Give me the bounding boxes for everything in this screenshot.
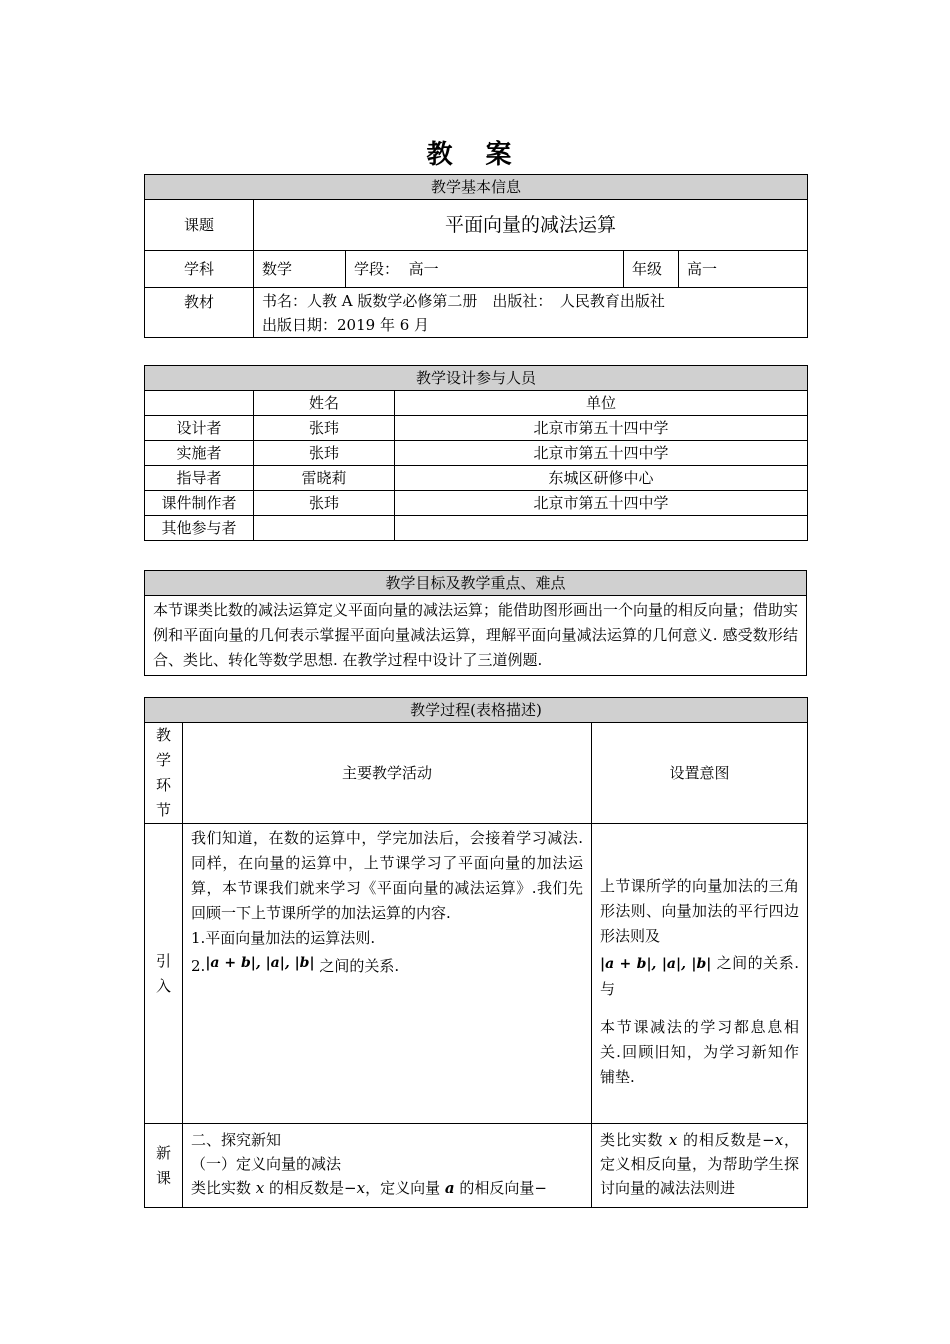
new-intent [592,1124,808,1208]
intro-item-2-suffix: 之间的关系. [319,957,400,975]
textbook-cell [254,288,808,338]
new-line-1: 二、探究新知 [191,1131,282,1149]
new-line-2: （一）定义向量的减法 [191,1155,342,1173]
intro-intent-1: 上节课所学的向量加法的三角形法则、向量加法的平行四边形法则及 [600,877,800,945]
textbook-line-1: 书名：人教 A 版数学必修第二册 出版社： 人民教育出版社 [262,291,665,310]
intro-intent-2: 本节课减法的学习都息息相关.回顾旧知，为学习新知作铺垫. [600,1018,800,1086]
intro-intent-suffix: 之间的关系.与 [600,954,799,998]
textbook-line-2: 出版日期：2019 年 6 月 [262,315,430,334]
topic-value: 平面向量的减法运算 [254,200,808,251]
staff-unit: 北京市第五十四中学 [395,441,808,466]
text-fragment: 类比实数 [600,1131,669,1149]
staff-header: 教学设计参与人员 [145,366,808,391]
text-fragment: ，定义相反向量，为帮助学生探讨向量的减法法则进 [600,1131,800,1197]
basic-info-header: 教学基本信息 [145,175,808,200]
staff-name: 张玮 [254,441,395,466]
stage-char: 学 [155,751,171,769]
stage-value: 高一 [408,260,439,278]
process-col-intent: 设置意图 [592,723,808,824]
document-title: 教 案 [426,140,524,170]
staff-role: 实施者 [145,441,254,466]
intro-paragraph: 我们知道，在数的运算中，学完加法后，会接着学习减法.同样，在向量的运算中，上节课学习了平面向量的加法运算，本节课我们就来学习《平面向量的减法运算》.我们先回顾一下上节课所学的加法运算的内容. [191,829,583,922]
text-fragment: ，定义向量 [365,1179,445,1197]
intro-activity [183,824,592,1124]
intro-intent-vec-line [600,951,799,1002]
text-fragment: 类比实数 [191,1179,256,1197]
subject-label: 学科 [145,251,254,288]
goals-header: 教学目标及教学重点、难点 [145,571,807,596]
text-fragment: 的相反向量− [454,1179,547,1197]
stage-char: 节 [155,801,171,819]
stage-cell [346,251,624,288]
staff-unit [395,516,808,541]
grade-label: 年级 [624,251,679,288]
process-col-stage [145,723,183,824]
new-stage [145,1124,183,1208]
table-row [145,516,808,541]
table-row [145,491,808,516]
variable-x: x [668,1131,678,1149]
textbook-label: 教材 [145,288,254,338]
table-row [145,441,808,466]
intro-stage [145,824,183,1124]
stage-char: 新 [155,1143,171,1162]
table-row [145,1124,808,1208]
vector-expression: |a + b|, |a|, |b| [205,955,315,971]
stage-char: 引 [155,951,171,970]
topic-label: 课题 [145,200,254,251]
goals-text: 本节课类比数的减法运算定义平面向量的减法运算；能借助图形画出一个向量的相反向量；借助实例和平面向量的几何表示掌握平面向量减法运算，理解平面向量减法运算的几何意义. 感受数形结合、类比、转化等数学思想. 在教学过程中设计了三道例题. [145,596,807,676]
staff-name [254,516,395,541]
variable-x: x [356,1179,366,1197]
table-row [145,824,808,1124]
goals-table [144,570,807,676]
staff-role: 指导者 [145,466,254,491]
staff-unit: 北京市第五十四中学 [395,491,808,516]
intro-item-2 [191,951,583,979]
text-fragment: 的相反数是− [264,1179,357,1197]
stage-char: 课 [155,1168,171,1187]
variable-x: x [255,1179,265,1197]
intro-intent [592,824,808,1124]
staff-unit: 东城区研修中心 [395,466,808,491]
intent-vector-expression: |a + b|, |a|, |b| [600,956,712,972]
table-row [145,416,808,441]
staff-unit: 北京市第五十四中学 [395,416,808,441]
stage-char: 入 [155,976,171,995]
table-row [145,466,808,491]
intro-item-1: 1.平面向量加法的运算法则. [191,929,376,947]
staff-corner-cell [145,391,254,416]
subject-value: 数学 [254,251,346,288]
staff-name: 张玮 [254,491,395,516]
staff-role: 其他参与者 [145,516,254,541]
variable-a: a [444,1179,455,1197]
stage-label: 学段： [354,260,400,278]
stage-char: 环 [155,776,171,794]
staff-col-name: 姓名 [254,391,395,416]
staff-col-unit: 单位 [395,391,808,416]
grade-value: 高一 [679,251,808,288]
basic-info-table [144,174,808,338]
new-line-3 [191,1176,583,1200]
staff-name: 张玮 [254,416,395,441]
text-fragment: 的相反数是− [677,1131,775,1149]
staff-role: 课件制作者 [145,491,254,516]
staff-name: 雷晓莉 [254,466,395,491]
new-activity [183,1124,592,1208]
process-col-activity: 主要教学活动 [183,723,592,824]
stage-char: 教 [155,726,171,744]
process-table [144,697,808,1208]
process-header: 教学过程(表格描述) [145,698,808,723]
staff-role: 设计者 [145,416,254,441]
staff-table [144,365,808,541]
variable-x: x [774,1131,784,1149]
intro-item-2-prefix: 2. [191,957,206,975]
